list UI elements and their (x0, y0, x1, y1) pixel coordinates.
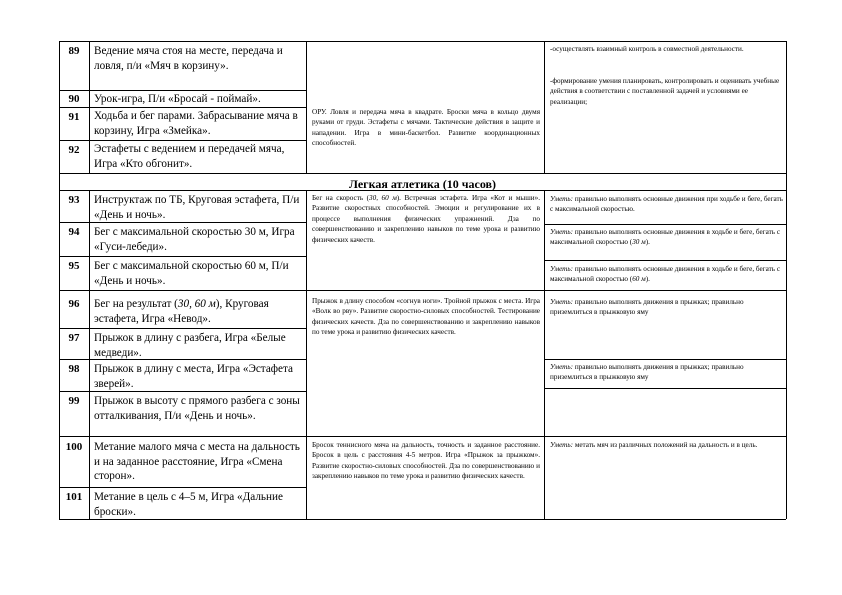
lesson-topic-part: Бег на результат ( (94, 298, 178, 310)
lesson-topic: Бег с максимальной скоростью 30 м, Игра «Гуси-лебеди». (94, 226, 295, 253)
table-rule (59, 290, 786, 291)
lesson-topic: Прыжок в длину с места, Игра «Эстафета зверей». (94, 363, 293, 390)
lesson-topic: Ведение мяча стоя на месте, передача и ловля, п/и «Мяч в корзину». (94, 45, 283, 72)
lesson-topic: Урок-игра, П/и «Бросай - поймай». (94, 93, 261, 105)
table-rule (59, 41, 786, 42)
outcome-distance: 30 м (632, 238, 646, 247)
lesson-content-basketball: ОРУ. Ловля и передача мяча в квадрате. Броски мяча в кольцо двумя руками от груди. Эстафеты с мячами. Тактические действия в защите и нападении. Игра в мини-баскетбол. Развитие координационных способностей. (312, 108, 540, 148)
content-part: ). Встречная эстафета. Игра «Кот и мыши». Развитие скоростных способностей. Эмоции и регулирование их в процессе выполнения физических упражнений. Дза по совершенствованию и закреплению навыков по теме урока и развитию физических качеств. (312, 194, 540, 244)
lesson-number: 100 (65, 441, 83, 453)
lesson-number: 94 (68, 226, 80, 238)
outcome-96 (550, 297, 784, 318)
table-rule (59, 140, 306, 141)
table-rule (306, 190, 307, 519)
lesson-topic-part: ), Круговая эстафета, Игра «Невод». (94, 298, 269, 325)
outcome-text: ). (645, 275, 650, 284)
lesson-topic-distance: 30, 60 м (177, 298, 216, 310)
outcome-text: правильно выполнять движения в прыжках; правильно приземлиться в прыжковую яму (550, 363, 744, 382)
lesson-topic: Прыжок в высоту с прямого разбега с зоны отталкивания, П/и «День и ночь». (94, 395, 300, 422)
section-title: Легкая атлетика (10 часов) (348, 177, 496, 191)
table-rule (544, 359, 786, 360)
table-rule (59, 328, 306, 329)
content-part: Бег на скорость ( (312, 194, 370, 202)
table-rule (544, 388, 786, 389)
outcome-planning: -формирование умения планировать, контролировать и оценивать учебные действия в соответствии с поставленной задачей и условиями ее реализации; (550, 77, 780, 106)
outcome-95 (550, 264, 784, 285)
lesson-number: 91 (68, 111, 80, 123)
outcome-label: Уметь: (550, 228, 574, 236)
lesson-number: 96 (68, 298, 80, 310)
lesson-content-jumping: Прыжок в длину способом «согнув ноги». Тройной прыжок с места. Игра «Волк во рву». Развитие скоростно-силовых способностей. Тестирование физических качеств. Дза по совершенствованию и закреплению навыков по теме урока и развитию физических качеств. (312, 297, 540, 337)
table-rule (59, 90, 306, 91)
lesson-number: 98 (68, 363, 80, 375)
lesson-topic: Метание в цель с 4–5 м, Игра «Дальние броски». (94, 491, 283, 518)
table-rule (544, 41, 545, 173)
lesson-number: 92 (68, 144, 80, 156)
table-rule (544, 224, 786, 225)
outcome-93 (550, 194, 784, 215)
lesson-topic: Бег с максимальной скоростью 60 м, П/и «День и ночь». (94, 260, 289, 287)
table-rule (89, 190, 90, 519)
outcome-100 (550, 440, 784, 450)
lesson-topic: Эстафеты с ведением и передачей мяча, Игра «Кто обгонит». (94, 143, 285, 170)
outcome-98 (550, 362, 784, 383)
outcome-text: правильно выполнять основные движения в ходьбе и беге, бегать с максимальной скоростью ( (550, 265, 781, 284)
lesson-number: 90 (68, 93, 80, 105)
outcome-text: правильно выполнять основные движения при ходьбе и беге, бегать с максимальной скоростью. (550, 195, 783, 214)
table-rule (59, 256, 306, 257)
lesson-number: 101 (65, 491, 83, 503)
lesson-topic (94, 297, 304, 326)
lesson-topic: Метание малого мяча с места на дальность и на заданное расстояние, Игра «Смена сторон». (94, 441, 300, 483)
outcome-label: Уметь: (550, 363, 574, 371)
outcome-distance: 60 м (632, 275, 646, 284)
outcome-94 (550, 227, 784, 248)
table-rule (306, 41, 307, 173)
table-rule (786, 41, 787, 519)
outcome-label: Уметь: (550, 441, 574, 449)
content-distance: 30, 60 м (369, 194, 397, 202)
outcome-text: метать мяч из различных положений на дальность и в цель. (573, 441, 758, 449)
lesson-content-running (312, 193, 540, 245)
outcome-label: Уметь: (550, 195, 574, 203)
table-rule (59, 173, 786, 174)
lesson-number: 97 (68, 332, 80, 344)
lesson-topic: Инструктаж по ТБ, Круговая эстафета, П/и «День и ночь». (94, 194, 300, 221)
outcome-text: ). (645, 238, 650, 247)
lesson-topic: Прыжок в длину с разбега, Игра «Белые медведи». (94, 332, 286, 359)
table-rule (544, 190, 545, 519)
table-rule (544, 260, 786, 261)
outcome-text: правильно выполнять движения в прыжках; правильно приземлиться в прыжковую яму (550, 298, 744, 317)
outcome-label: Уметь: (550, 298, 574, 306)
lesson-number: 89 (68, 45, 80, 57)
table-rule (59, 487, 306, 488)
table-rule (59, 436, 786, 437)
lesson-topic: Ходьба и бег парами. Забрасывание мяча в корзину, Игра «Змейка». (94, 110, 298, 137)
table-rule (59, 107, 306, 108)
outcome-label: Уметь: (550, 265, 574, 273)
lesson-number: 99 (68, 395, 80, 407)
lesson-number: 93 (68, 194, 80, 206)
lesson-content-throwing: Бросок теннисного мяча на дальность, точность и заданное расстояние. Бросок в цель с расстояния 4-5 метров. Игра «Прыжок за прыжком». Развитие скоростно-силовых способностей. Дза по совершенствованию и закреплению навыков по теме урока и развитию физических качеств. (312, 441, 540, 481)
lesson-number: 95 (68, 260, 80, 272)
outcome-text: правильно выполнять основные движения в ходьбе и беге, бегать с максимальной скоростью ( (550, 228, 781, 247)
outcome-control: -осуществлять взаимный контроль в совместной деятельности. (550, 45, 744, 53)
